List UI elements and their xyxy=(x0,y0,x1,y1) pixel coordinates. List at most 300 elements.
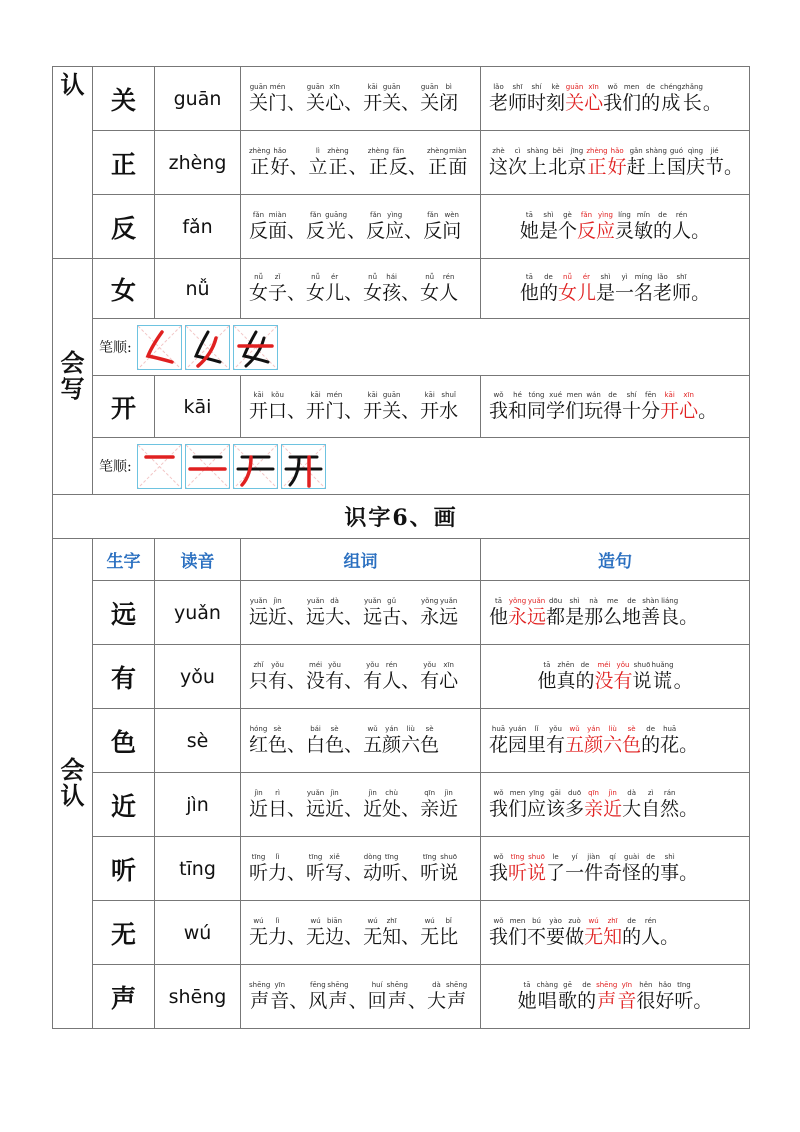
annotated-char xyxy=(325,661,344,692)
pinyin-annotation: dà xyxy=(627,789,636,797)
pinyin-cell: fǎn xyxy=(155,195,241,259)
pinyin-annotation xyxy=(674,661,693,670)
hanzi: 时 xyxy=(527,92,547,114)
pinyin-annotation: shēng xyxy=(249,981,271,989)
annotated-char xyxy=(603,789,622,820)
separator: 、 xyxy=(344,926,364,948)
pinyin-annotation: lǎo xyxy=(493,83,504,91)
pinyin-annotation: wǒ xyxy=(493,853,504,861)
pinyin-cell: zhèng xyxy=(155,131,241,195)
hanzi: 人 xyxy=(439,282,459,304)
pinyin-annotation: jìn xyxy=(444,789,453,797)
separator: 、 xyxy=(287,606,307,628)
pinyin-annotation: cì xyxy=(514,147,521,155)
annotated-char xyxy=(565,391,584,422)
annotated-char xyxy=(420,853,439,884)
pinyin-annotation: méi xyxy=(309,661,323,669)
annotated-char xyxy=(622,391,641,422)
pinyin-annotation: nǚ xyxy=(311,273,320,281)
hanzi: 声 xyxy=(387,990,407,1012)
pinyin-annotation: chàng xyxy=(536,981,559,989)
pinyin-annotation: wǒ xyxy=(493,917,504,925)
annotated-char xyxy=(306,661,325,692)
annotated-char xyxy=(325,273,344,304)
annotated-char xyxy=(366,211,385,242)
annotated-char xyxy=(306,917,325,948)
pinyin-annotation: yǒu xyxy=(366,661,380,669)
annotated-char xyxy=(558,211,577,242)
annotated-char xyxy=(577,273,596,304)
annotated-char xyxy=(577,981,596,1012)
annotated-char xyxy=(420,273,439,304)
pinyin-annotation xyxy=(679,725,698,734)
hanzi: 这 xyxy=(489,156,509,178)
hanzi: 永 xyxy=(508,606,528,628)
separator: 、 xyxy=(344,798,364,820)
pinyin-annotation: sè xyxy=(273,725,282,733)
pinyin-annotation: ér xyxy=(582,273,591,281)
pinyin-annotation: sè xyxy=(330,725,339,733)
pinyin-annotation: liáng xyxy=(661,597,679,605)
pinyin-annotation: lì xyxy=(315,147,320,155)
hanzi: 我 xyxy=(489,400,509,422)
hanzi: 亲 xyxy=(420,798,440,820)
annotated-char xyxy=(368,147,389,178)
pinyin-annotation: zhī xyxy=(607,917,618,925)
hanzi: 的 xyxy=(653,220,673,242)
pinyin-annotation xyxy=(703,83,722,92)
category-cell-write xyxy=(53,259,93,495)
pinyin-annotation: wǒ xyxy=(493,789,504,797)
annotated-char xyxy=(382,391,401,422)
sentence-cell xyxy=(481,965,750,1029)
annotated-char xyxy=(698,391,717,422)
separator: 、 xyxy=(344,92,364,114)
hanzi: 远 xyxy=(306,606,326,628)
hanzi: 古 xyxy=(382,606,402,628)
pinyin-annotation: me xyxy=(607,597,619,605)
pinyin-cell: tīng xyxy=(155,837,241,901)
hanzi: 五 xyxy=(565,734,585,756)
hanzi: 色 xyxy=(268,734,288,756)
hanzi: 心 xyxy=(679,400,699,422)
annotated-char xyxy=(546,83,565,114)
section-title-row xyxy=(53,495,750,539)
hanzi: 歌 xyxy=(558,990,578,1012)
hanzi: 事 xyxy=(660,862,680,884)
annotated-char xyxy=(691,211,710,242)
pinyin-annotation xyxy=(724,147,743,156)
pinyin-annotation: mén xyxy=(326,391,343,399)
pinyin-annotation: jiàn xyxy=(587,853,600,861)
hanzi: 一 xyxy=(615,282,635,304)
stroke-boxes-kai xyxy=(137,444,329,489)
annotated-char xyxy=(382,597,401,628)
hanzi: 好 xyxy=(607,156,627,178)
pinyin-annotation: lǐ xyxy=(534,725,539,733)
hanzi: 儿 xyxy=(325,282,345,304)
words-cell xyxy=(241,837,481,901)
annotated-char xyxy=(674,661,693,692)
annotated-char xyxy=(679,789,698,820)
pinyin-annotation: de xyxy=(608,391,617,399)
pinyin-annotation: yīn xyxy=(274,981,286,989)
pinyin-annotation: wèn xyxy=(444,211,459,219)
sentence-cell xyxy=(481,645,750,709)
sentence-cell xyxy=(481,195,750,259)
pinyin-annotation: fǎn xyxy=(252,211,265,219)
pinyin-annotation: ér xyxy=(330,273,339,281)
annotated-char xyxy=(508,789,527,820)
hanzi: 得 xyxy=(603,400,623,422)
pinyin-annotation: xīn xyxy=(588,83,599,91)
annotated-char xyxy=(546,391,565,422)
pinyin-annotation: liù xyxy=(406,725,415,733)
pinyin-annotation: shēng xyxy=(327,981,349,989)
pinyin-annotation: yán xyxy=(385,725,399,733)
hanzi: 正 xyxy=(587,156,607,178)
hanzi: 一 xyxy=(565,862,585,884)
annotated-char xyxy=(660,789,679,820)
hanzi: 。 xyxy=(698,400,718,422)
stroke-box xyxy=(233,325,278,370)
pinyin-annotation: shuō xyxy=(440,853,458,861)
hanzi: 花 xyxy=(489,734,509,756)
stroke-order-label: 笔顺: xyxy=(99,340,132,356)
annotated-char xyxy=(539,211,558,242)
annotated-char xyxy=(249,661,268,692)
pinyin-annotation: xīn xyxy=(443,661,454,669)
pinyin-annotation: qí xyxy=(609,853,616,861)
hanzi: 的 xyxy=(577,990,597,1012)
hanzi: 闭 xyxy=(439,92,459,114)
header-pinyin: 读音 xyxy=(155,539,241,581)
annotated-char xyxy=(584,789,603,820)
hanzi: 颜 xyxy=(382,734,402,756)
hanzi: 回 xyxy=(367,990,387,1012)
hanzi: 门 xyxy=(268,92,288,114)
annotated-char xyxy=(603,597,622,628)
hanzi: 听 xyxy=(306,862,326,884)
pinyin-annotation: yào xyxy=(549,917,562,925)
hanzi: 近 xyxy=(439,798,459,820)
pinyin-annotation: men xyxy=(509,917,526,925)
stroke-boxes-nv xyxy=(137,325,281,370)
hanzi: 关 xyxy=(420,92,440,114)
annotated-char xyxy=(427,981,446,1012)
pinyin-annotation: fēn xyxy=(645,391,657,399)
pinyin-annotation: xué xyxy=(549,391,562,399)
word xyxy=(363,917,402,948)
annotated-char xyxy=(389,147,408,178)
hanzi: 音 xyxy=(270,990,290,1012)
annotated-char xyxy=(325,83,344,114)
annotated-char xyxy=(249,83,268,114)
pinyin-annotation: de xyxy=(646,853,655,861)
category-label: 会认 xyxy=(60,756,85,810)
annotated-char xyxy=(565,725,584,756)
annotated-char xyxy=(268,273,287,304)
sentence-cell xyxy=(481,901,750,965)
annotated-char xyxy=(327,981,348,1012)
annotated-char xyxy=(420,661,439,692)
hanzi: 怪 xyxy=(622,862,642,884)
pinyin-annotation: de xyxy=(580,661,590,669)
hanzi: 正 xyxy=(250,156,270,178)
annotated-char xyxy=(249,391,268,422)
annotated-char xyxy=(520,211,539,242)
pinyin-annotation xyxy=(693,981,712,990)
annotated-char xyxy=(439,83,458,114)
word xyxy=(249,83,288,114)
section-title: 识字6、画 xyxy=(53,495,750,539)
hanzi: 他 xyxy=(489,606,509,628)
annotated-char xyxy=(420,391,439,422)
header-words: 组词 xyxy=(241,539,481,581)
annotated-char xyxy=(622,789,641,820)
pinyin-annotation: tīng xyxy=(422,853,437,861)
hanzi: 女 xyxy=(363,282,383,304)
pinyin-annotation: tīng xyxy=(510,853,525,861)
hanzi: 有 xyxy=(363,670,383,692)
word xyxy=(367,147,409,178)
pinyin-annotation: de xyxy=(658,211,667,219)
annotated-char xyxy=(363,391,382,422)
stroke-step-icon xyxy=(234,445,277,488)
hanzi: 和 xyxy=(508,400,528,422)
pinyin-annotation: yǒu xyxy=(328,661,341,669)
word xyxy=(249,725,288,756)
sentence-cell xyxy=(481,67,750,131)
hanzi: 。 xyxy=(660,926,680,948)
pinyin-annotation: huí xyxy=(371,981,383,989)
hanzi: 多 xyxy=(565,798,585,820)
annotated-char xyxy=(363,83,382,114)
pinyin-annotation: kāi xyxy=(367,83,378,91)
pinyin-annotation: tīng xyxy=(308,853,323,861)
hanzi: 说 xyxy=(527,862,547,884)
annotated-char xyxy=(622,83,641,114)
pinyin-annotation: yuǎn xyxy=(363,597,382,605)
hanzi: 女 xyxy=(420,282,440,304)
annotated-char xyxy=(508,83,527,114)
hanzi: 大 xyxy=(426,990,446,1012)
hanzi: 次 xyxy=(508,156,528,178)
pinyin-annotation: nǚ xyxy=(368,273,378,281)
hanzi: 色 xyxy=(325,734,345,756)
hanzi: 都 xyxy=(546,606,566,628)
pinyin-annotation: guān xyxy=(306,83,325,91)
pinyin-annotation: duō xyxy=(567,789,582,797)
char-cell: 关 xyxy=(93,67,155,131)
pinyin-annotation: tā xyxy=(543,661,551,669)
hanzi: 老 xyxy=(489,92,509,114)
words-cell xyxy=(241,581,481,645)
pinyin-annotation: de xyxy=(582,981,591,989)
pinyin-annotation: jié xyxy=(710,147,719,155)
separator: 、 xyxy=(344,734,364,756)
word xyxy=(249,211,288,242)
annotated-char xyxy=(268,391,287,422)
hanzi: 光 xyxy=(326,220,346,242)
separator: 、 xyxy=(347,220,367,242)
hanzi: 声 xyxy=(597,990,617,1012)
word xyxy=(366,211,405,242)
separator: 、 xyxy=(287,282,307,304)
word xyxy=(367,981,408,1012)
annotated-char xyxy=(527,83,546,114)
annotated-char xyxy=(584,725,603,756)
pinyin-annotation: yuán xyxy=(508,725,527,733)
annotated-char xyxy=(518,981,537,1012)
annotated-char xyxy=(622,725,641,756)
hanzi: 无 xyxy=(363,926,383,948)
pinyin-annotation: jìn xyxy=(254,789,263,797)
words-cell xyxy=(241,259,481,319)
table-row xyxy=(53,131,750,195)
annotated-char xyxy=(508,391,527,422)
words-cell xyxy=(241,645,481,709)
separator: 、 xyxy=(408,156,428,178)
pinyin-annotation: wǒ xyxy=(493,391,504,399)
pinyin-annotation: kāi xyxy=(367,391,378,399)
hanzi: 正 xyxy=(368,156,388,178)
annotated-char xyxy=(603,725,622,756)
char-cell: 女 xyxy=(93,259,155,319)
hanzi: 成 xyxy=(661,92,681,114)
hanzi: 国 xyxy=(666,156,686,178)
annotated-char xyxy=(325,391,344,422)
hanzi: 六 xyxy=(603,734,623,756)
hanzi: 说 xyxy=(632,670,652,692)
hanzi: 声 xyxy=(250,990,270,1012)
annotated-char xyxy=(565,597,584,628)
pinyin-annotation: chéng xyxy=(660,83,682,91)
table-row xyxy=(53,837,750,901)
annotated-char xyxy=(270,147,289,178)
word xyxy=(306,597,345,628)
hanzi: 很 xyxy=(636,990,656,1012)
annotated-char xyxy=(641,725,660,756)
pinyin-annotation: miàn xyxy=(268,211,287,219)
hanzi: 。 xyxy=(679,862,699,884)
annotated-char xyxy=(603,917,622,948)
hanzi: 然 xyxy=(660,798,680,820)
hanzi: 心 xyxy=(584,92,604,114)
hanzi: 关 xyxy=(382,92,402,114)
annotated-char xyxy=(558,273,577,304)
hanzi: 立 xyxy=(308,156,328,178)
word xyxy=(420,83,459,114)
pinyin-annotation: qīn xyxy=(588,789,599,797)
pinyin-annotation: shàng xyxy=(527,147,549,155)
hanzi: 色 xyxy=(622,734,642,756)
hanzi: 。 xyxy=(679,798,699,820)
pinyin-annotation: yuǎn xyxy=(527,597,546,605)
annotated-char xyxy=(527,391,546,422)
pinyin-annotation: shì xyxy=(664,853,675,861)
word xyxy=(249,597,288,628)
pinyin-annotation: zì xyxy=(647,789,654,797)
annotated-char xyxy=(641,597,660,628)
annotated-char xyxy=(249,597,268,628)
word xyxy=(249,661,288,692)
words-cell xyxy=(241,965,481,1029)
hanzi: 个 xyxy=(557,220,577,242)
pinyin-annotation: nǚ xyxy=(425,273,435,281)
hanzi: 的 xyxy=(641,734,661,756)
annotated-char xyxy=(546,725,565,756)
word xyxy=(363,853,402,884)
annotated-char xyxy=(633,661,652,692)
hanzi: 关 xyxy=(306,92,326,114)
hanzi: 节 xyxy=(704,156,724,178)
annotated-char xyxy=(385,211,404,242)
annotated-char xyxy=(306,789,325,820)
pinyin-annotation: xīn xyxy=(329,83,340,91)
category-label: 会写 xyxy=(60,349,85,403)
hanzi: 无 xyxy=(249,926,269,948)
annotated-char xyxy=(308,147,327,178)
pinyin-annotation: yìng xyxy=(387,211,403,219)
annotated-char xyxy=(527,597,546,628)
separator: 、 xyxy=(348,156,368,178)
words-cell xyxy=(241,376,481,438)
category-label: 认 xyxy=(60,71,85,99)
hanzi: 反 xyxy=(389,156,409,178)
pinyin-annotation: gǎn xyxy=(629,147,643,155)
hanzi: 善 xyxy=(641,606,661,628)
annotated-char xyxy=(489,789,508,820)
pinyin-annotation: de xyxy=(646,725,655,733)
pinyin-cell: kāi xyxy=(155,376,241,438)
pinyin-annotation: dà xyxy=(432,981,441,989)
annotated-char xyxy=(489,147,508,178)
stroke-order-cell xyxy=(93,319,750,376)
pinyin-annotation: méi xyxy=(597,661,611,669)
category-cell-recognize xyxy=(53,539,93,1029)
hanzi: 好 xyxy=(655,990,675,1012)
annotated-char xyxy=(634,273,653,304)
separator: 、 xyxy=(287,92,307,114)
pinyin-annotation: tīng xyxy=(251,853,266,861)
annotated-char xyxy=(249,725,268,756)
annotated-char xyxy=(423,211,442,242)
hanzi: 京 xyxy=(567,156,587,178)
hanzi: 远 xyxy=(439,606,459,628)
pinyin-annotation: miàn xyxy=(449,147,467,155)
hanzi: 大 xyxy=(622,798,642,820)
annotated-char xyxy=(660,917,679,948)
pinyin-annotation xyxy=(679,597,698,606)
pinyin-annotation xyxy=(660,917,679,926)
hanzi: 我 xyxy=(489,926,509,948)
pinyin-annotation: gè xyxy=(563,211,572,219)
hanzi: 良 xyxy=(660,606,680,628)
pinyin-annotation: líng xyxy=(618,211,631,219)
hanzi: 长 xyxy=(682,92,702,114)
separator: 、 xyxy=(401,606,421,628)
separator: 、 xyxy=(289,990,309,1012)
annotated-char xyxy=(653,211,672,242)
annotated-char xyxy=(520,273,539,304)
annotated-char xyxy=(382,273,401,304)
hanzi: 他 xyxy=(537,670,557,692)
hanzi: 件 xyxy=(584,862,604,884)
pinyin-annotation: wú xyxy=(588,917,599,925)
hanzi: 孩 xyxy=(382,282,402,304)
pinyin-annotation: le xyxy=(552,853,559,861)
